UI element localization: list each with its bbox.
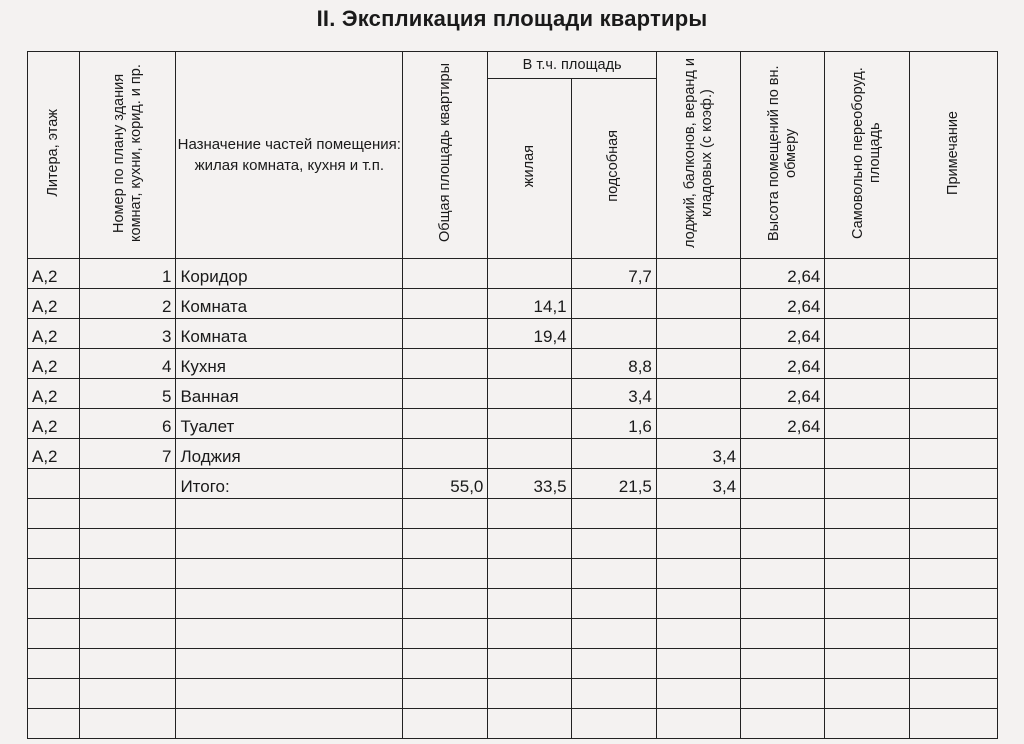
cell-primechanie — [909, 499, 997, 529]
cell-name — [176, 619, 403, 649]
cell-lodzhiy — [656, 649, 740, 679]
cell-primechanie — [909, 589, 997, 619]
header-naznachenie: Назначение частей помещения: жилая комната, кухня и т.п. — [176, 52, 403, 259]
table-row — [28, 709, 998, 739]
cell-vysota: 2,64 — [741, 409, 825, 439]
cell-primechanie — [909, 649, 997, 679]
cell-zhilaya: 14,1 — [488, 289, 571, 319]
table-row — [28, 379, 998, 409]
cell-lodzhiy — [656, 679, 740, 709]
cell-nomer: 6 — [80, 409, 176, 439]
cell-obshaya — [403, 619, 488, 649]
cell-podsobnaya — [571, 649, 656, 679]
cell-litera: А,2 — [28, 289, 80, 319]
cell-vysota: 2,64 — [741, 259, 825, 289]
cell-litera: А,2 — [28, 349, 80, 379]
cell-nomer — [80, 469, 176, 499]
cell-podsobnaya — [571, 619, 656, 649]
cell-name: Туалет — [176, 409, 403, 439]
cell-lodzhiy — [656, 349, 740, 379]
cell-lodzhiy — [656, 709, 740, 739]
cell-litera: А,2 — [28, 379, 80, 409]
table-row — [28, 439, 998, 469]
cell-zhilaya — [488, 709, 571, 739]
cell-litera — [28, 529, 80, 559]
cell-vysota — [741, 619, 825, 649]
cell-obshaya — [403, 379, 488, 409]
cell-name — [176, 709, 403, 739]
table-body — [28, 259, 998, 739]
cell-primechanie — [909, 259, 997, 289]
cell-litera: А,2 — [28, 409, 80, 439]
cell-nomer: 3 — [80, 319, 176, 349]
cell-lodzhiy — [656, 259, 740, 289]
cell-vysota — [741, 589, 825, 619]
table-row — [28, 259, 998, 289]
cell-samovolno — [825, 409, 909, 439]
cell-zhilaya — [488, 649, 571, 679]
cell-primechanie — [909, 469, 997, 499]
cell-nomer: 2 — [80, 289, 176, 319]
cell-primechanie — [909, 679, 997, 709]
cell-obshaya — [403, 319, 488, 349]
cell-lodzhiy: 3,4 — [656, 469, 740, 499]
cell-primechanie — [909, 379, 997, 409]
cell-obshaya: 55,0 — [403, 469, 488, 499]
cell-primechanie — [909, 619, 997, 649]
cell-nomer — [80, 529, 176, 559]
cell-nomer: 4 — [80, 349, 176, 379]
cell-samovolno — [825, 499, 909, 529]
cell-lodzhiy — [656, 529, 740, 559]
cell-obshaya — [403, 289, 488, 319]
cell-lodzhiy: 3,4 — [656, 439, 740, 469]
cell-zhilaya — [488, 619, 571, 649]
cell-obshaya — [403, 259, 488, 289]
cell-litera: А,2 — [28, 259, 80, 289]
cell-litera: А,2 — [28, 319, 80, 349]
table-row — [28, 589, 998, 619]
cell-nomer — [80, 649, 176, 679]
cell-nomer — [80, 559, 176, 589]
cell-lodzhiy — [656, 319, 740, 349]
cell-primechanie — [909, 319, 997, 349]
cell-lodzhiy — [656, 289, 740, 319]
cell-litera — [28, 709, 80, 739]
header-obshaya: Общая площадь квартиры — [403, 52, 488, 259]
cell-samovolno — [825, 679, 909, 709]
cell-samovolno — [825, 379, 909, 409]
cell-nomer: 7 — [80, 439, 176, 469]
cell-nomer — [80, 709, 176, 739]
header-v-tch: В т.ч. площадь — [488, 52, 657, 79]
table-row — [28, 559, 998, 589]
cell-primechanie — [909, 409, 997, 439]
cell-litera — [28, 649, 80, 679]
cell-podsobnaya — [571, 709, 656, 739]
cell-nomer: 5 — [80, 379, 176, 409]
cell-podsobnaya: 8,8 — [571, 349, 656, 379]
cell-vysota — [741, 679, 825, 709]
cell-podsobnaya — [571, 439, 656, 469]
cell-podsobnaya: 1,6 — [571, 409, 656, 439]
cell-litera — [28, 679, 80, 709]
cell-name — [176, 679, 403, 709]
table-row — [28, 319, 998, 349]
cell-podsobnaya — [571, 559, 656, 589]
cell-samovolno — [825, 589, 909, 619]
cell-samovolno — [825, 559, 909, 589]
cell-primechanie — [909, 289, 997, 319]
cell-podsobnaya — [571, 679, 656, 709]
cell-zhilaya — [488, 499, 571, 529]
cell-lodzhiy — [656, 589, 740, 619]
cell-samovolno — [825, 439, 909, 469]
cell-lodzhiy — [656, 619, 740, 649]
cell-samovolno — [825, 649, 909, 679]
cell-litera — [28, 559, 80, 589]
header-zhilaya: жилая — [488, 79, 571, 259]
table-row — [28, 349, 998, 379]
cell-samovolno — [825, 709, 909, 739]
cell-vysota: 2,64 — [741, 319, 825, 349]
cell-nomer — [80, 499, 176, 529]
cell-obshaya — [403, 529, 488, 559]
cell-zhilaya — [488, 259, 571, 289]
cell-samovolno — [825, 529, 909, 559]
cell-vysota — [741, 469, 825, 499]
table-row — [28, 499, 998, 529]
cell-zhilaya — [488, 589, 571, 619]
cell-vysota — [741, 709, 825, 739]
cell-obshaya — [403, 499, 488, 529]
cell-obshaya — [403, 649, 488, 679]
cell-primechanie — [909, 709, 997, 739]
table-row — [28, 529, 998, 559]
table-header — [28, 52, 998, 259]
cell-samovolno — [825, 259, 909, 289]
cell-vysota: 2,64 — [741, 349, 825, 379]
cell-primechanie — [909, 529, 997, 559]
table-row — [28, 649, 998, 679]
cell-samovolno — [825, 469, 909, 499]
cell-podsobnaya — [571, 589, 656, 619]
cell-nomer — [80, 589, 176, 619]
cell-name — [176, 529, 403, 559]
cell-litera — [28, 589, 80, 619]
cell-podsobnaya: 21,5 — [571, 469, 656, 499]
explication-table — [27, 51, 998, 739]
cell-name: Кухня — [176, 349, 403, 379]
cell-zhilaya — [488, 559, 571, 589]
cell-vysota — [741, 499, 825, 529]
cell-name: Комната — [176, 289, 403, 319]
cell-zhilaya — [488, 439, 571, 469]
cell-lodzhiy — [656, 409, 740, 439]
cell-obshaya — [403, 679, 488, 709]
page-title: II. Экспликация площади квартиры — [316, 6, 708, 31]
cell-podsobnaya: 3,4 — [571, 379, 656, 409]
cell-litera — [28, 469, 80, 499]
header-primechanie: Примечание — [909, 52, 997, 259]
cell-vysota — [741, 529, 825, 559]
header-podsobnaya: подсобная — [571, 79, 656, 259]
cell-lodzhiy — [656, 559, 740, 589]
cell-samovolno — [825, 619, 909, 649]
cell-zhilaya — [488, 379, 571, 409]
cell-name — [176, 559, 403, 589]
cell-primechanie — [909, 349, 997, 379]
table-row — [28, 409, 998, 439]
cell-zhilaya — [488, 349, 571, 379]
cell-samovolno — [825, 349, 909, 379]
header-litera: Литера, этаж — [28, 52, 80, 259]
cell-zhilaya: 19,4 — [488, 319, 571, 349]
header-lodzhiy: лоджий, балконов, веранд и кладовых (с коэф.) — [656, 52, 740, 259]
cell-samovolno — [825, 289, 909, 319]
table-row — [28, 619, 998, 649]
cell-name: Коридор — [176, 259, 403, 289]
cell-name — [176, 649, 403, 679]
cell-name: Лоджия — [176, 439, 403, 469]
cell-lodzhiy — [656, 379, 740, 409]
cell-samovolno — [825, 319, 909, 349]
cell-vysota — [741, 559, 825, 589]
table-row — [28, 469, 998, 499]
cell-zhilaya — [488, 529, 571, 559]
cell-nomer — [80, 619, 176, 649]
table-row — [28, 289, 998, 319]
header-vysota: Высота помещений по вн. обмеру — [741, 52, 825, 259]
cell-lodzhiy — [656, 499, 740, 529]
cell-podsobnaya — [571, 499, 656, 529]
cell-name: Ванная — [176, 379, 403, 409]
cell-zhilaya — [488, 679, 571, 709]
cell-podsobnaya — [571, 289, 656, 319]
cell-podsobnaya — [571, 319, 656, 349]
cell-nomer — [80, 679, 176, 709]
header-nomer: Номер по плану здания комнат, кухни, корид. и пр. — [80, 52, 176, 259]
cell-primechanie — [909, 439, 997, 469]
cell-obshaya — [403, 589, 488, 619]
cell-nomer: 1 — [80, 259, 176, 289]
cell-zhilaya — [488, 409, 571, 439]
cell-vysota: 2,64 — [741, 289, 825, 319]
cell-name: Итого: — [176, 469, 403, 499]
cell-obshaya — [403, 709, 488, 739]
cell-name: Комната — [176, 319, 403, 349]
cell-name — [176, 499, 403, 529]
cell-vysota: 2,64 — [741, 379, 825, 409]
cell-litera — [28, 499, 80, 529]
cell-name — [176, 589, 403, 619]
table-row — [28, 679, 998, 709]
cell-obshaya — [403, 559, 488, 589]
cell-obshaya — [403, 409, 488, 439]
cell-primechanie — [909, 559, 997, 589]
cell-vysota — [741, 649, 825, 679]
cell-obshaya — [403, 349, 488, 379]
cell-litera: А,2 — [28, 439, 80, 469]
cell-podsobnaya — [571, 529, 656, 559]
cell-podsobnaya: 7,7 — [571, 259, 656, 289]
cell-vysota — [741, 439, 825, 469]
cell-obshaya — [403, 439, 488, 469]
header-samovolno: Самовольно переоборуд. площадь — [825, 52, 909, 259]
cell-litera — [28, 619, 80, 649]
cell-zhilaya: 33,5 — [488, 469, 571, 499]
